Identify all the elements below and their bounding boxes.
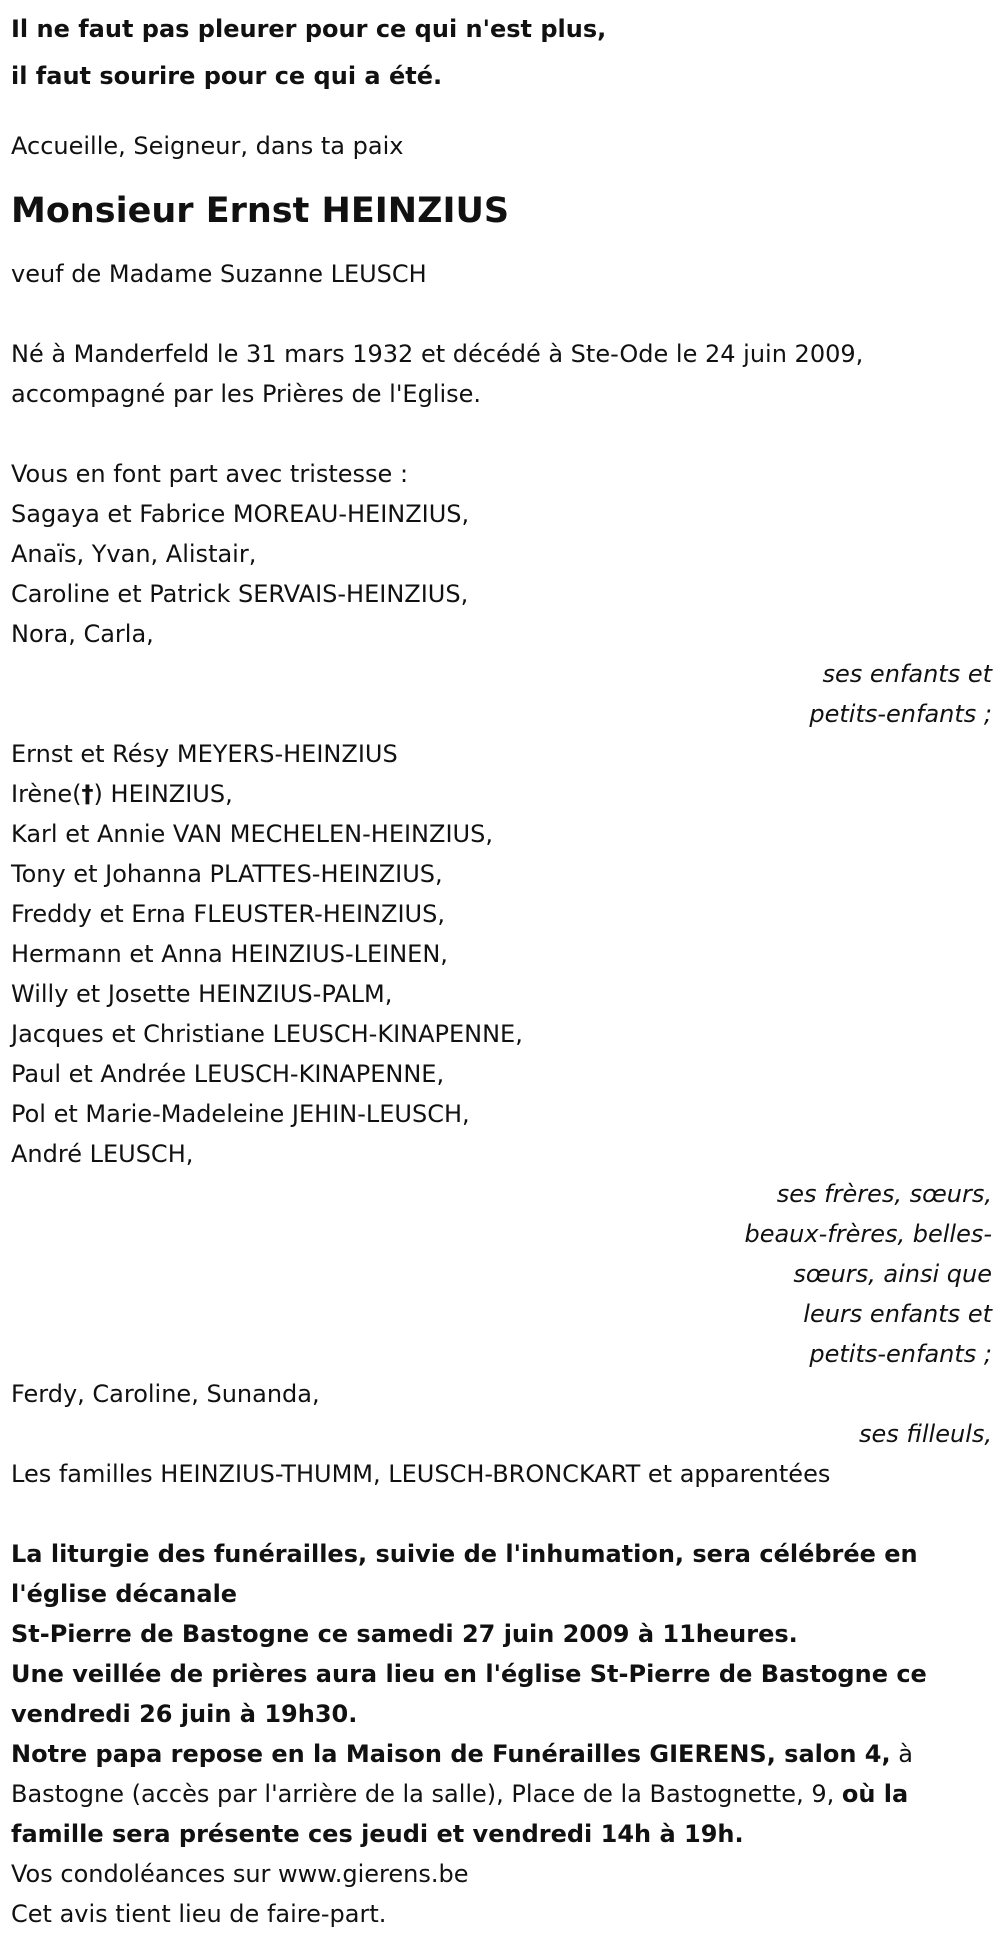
birth-death-line: accompagné par les Prières de l'Eglise. [11,380,482,408]
families-line: Les familles HEINZIUS-THUMM, LEUSCH-BRONCKART et apparentées [11,1460,831,1488]
list-item: Jacques et Christiane LEUSCH-KINAPENNE, [11,1020,523,1048]
list-item: Pol et Marie-Madeleine JEHIN-LEUSCH, [11,1100,470,1128]
list-item: Tony et Johanna PLATTES-HEINZIUS, [11,860,443,888]
list-item: Karl et Annie VAN MECHELEN-HEINZIUS, [11,820,493,848]
list-item: Anaïs, Yvan, Alistair, [11,540,257,568]
vigil-line: vendredi 26 juin à 19h30. [11,1700,358,1728]
list-item: Nora, Carla, [11,620,154,648]
rest-paragraph [11,1734,986,1854]
vigil-line: Une veillée de prières aura lieu en l'église St-Pierre de Bastogne ce [11,1660,927,1688]
announce-intro: Vous en font part avec tristesse : [11,460,409,488]
list-item: Hermann et Anna HEINZIUS-LEINEN, [11,940,448,968]
role-line: petits-enfants ; [809,700,992,728]
cross-icon: † [81,780,94,808]
epigraph-line: il faut sourire pour ce qui a été. [11,62,443,90]
list-item [11,774,1000,814]
rest-location: Notre papa repose en la Maison de Funérailles GIERENS, salon 4, [11,1740,891,1768]
prayer-line: Accueille, Seigneur, dans ta paix [11,132,404,160]
siblings-list [11,734,1000,1174]
list-item: Sagaya et Fabrice MOREAU-HEINZIUS, [11,500,470,528]
role-line: beaux-frères, belles- [744,1220,992,1248]
irene-suffix: ) HEINZIUS, [93,780,233,808]
list-item: Paul et Andrée LEUSCH-KINAPENNE, [11,1060,445,1088]
list-item: Willy et Josette HEINZIUS-PALM, [11,980,393,1008]
church-date-line: St-Pierre de Bastogne ce samedi 27 juin 2009 à 11heures. [11,1620,798,1648]
role-line: sœurs, ainsi que [793,1260,992,1288]
godchildren-list: Ferdy, Caroline, Sunanda, [11,1380,320,1408]
deceased-name: Monsieur Ernst HEINZIUS [11,191,510,231]
birth-death-info [11,334,1000,414]
condolences-line: Vos condoléances sur www.gierens.be [11,1860,469,1888]
widower-of: veuf de Madame Suzanne LEUSCH [11,260,427,288]
list-item: Freddy et Erna FLEUSTER-HEINZIUS, [11,900,445,928]
family-presence: où la famille sera présente ces jeudi et vendredi 14h à 19h. [11,1780,909,1848]
notice-line: Cet avis tient lieu de faire-part. [11,1900,387,1928]
list-item: André LEUSCH, [11,1140,194,1168]
godchildren-role [11,1414,996,1454]
rest-address: à Bastogne (accès par l'arrière de la salle), Place de la Bastognette, 9, [11,1740,913,1808]
funeral-details [11,1534,1000,1934]
children-role [11,654,996,734]
role-line: ses enfants et [822,660,992,688]
birth-death-line: Né à Manderfeld le 31 mars 1932 et décédé à Ste-Ode le 24 juin 2009, [11,340,864,368]
role-line: petits-enfants ; [809,1340,992,1368]
children-list [11,494,1000,654]
irene-prefix: Irène( [11,780,82,808]
list-item: Caroline et Patrick SERVAIS-HEINZIUS, [11,580,469,608]
role-line: ses frères, sœurs, [776,1180,992,1208]
epigraph-line: Il ne faut pas pleurer pour ce qui n'est plus, [11,15,607,43]
siblings-role [11,1174,996,1374]
liturgy-line: La liturgie des funérailles, suivie de l'inhumation, sera célébrée en l'église décanale [11,1540,918,1608]
role-line: leurs enfants et [803,1300,992,1328]
list-item: Ernst et Résy MEYERS-HEINZIUS [11,740,398,768]
role-line: ses filleuls, [858,1420,992,1448]
epigraph [11,6,1000,100]
